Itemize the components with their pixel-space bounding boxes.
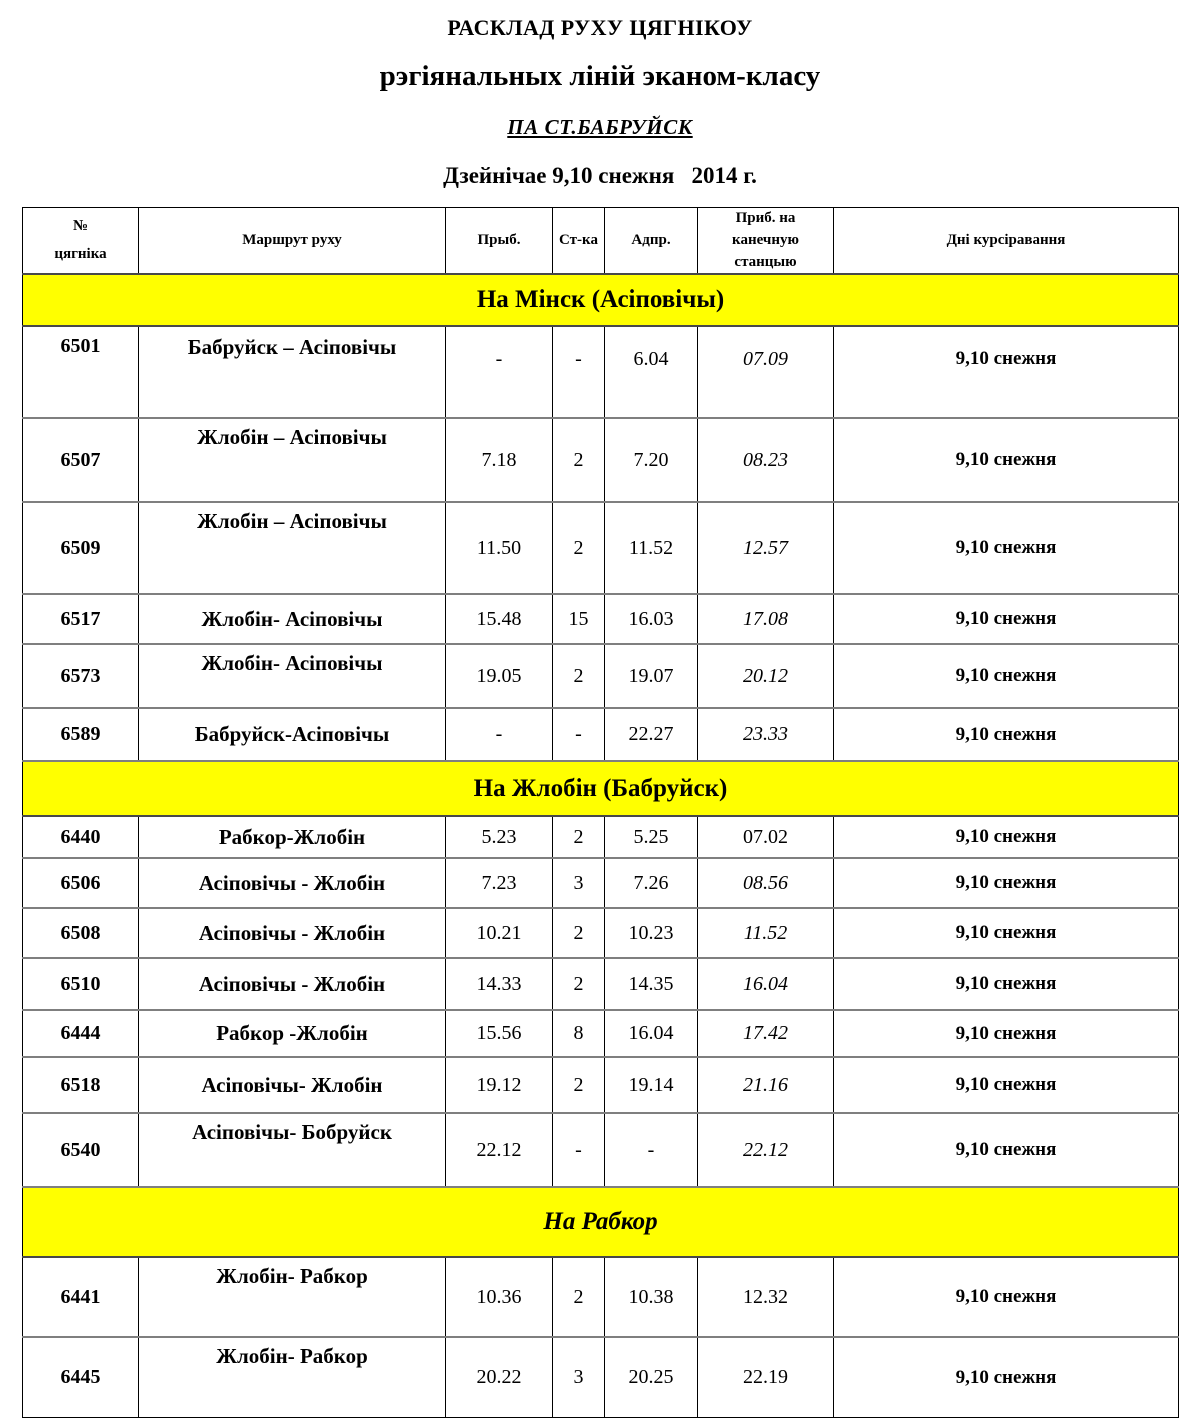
route-cell: Жлобін – Асіповічы [139,418,446,502]
final-arrival-cell: 11.52 [698,908,834,958]
final-arrival-cell: 16.04 [698,958,834,1010]
schedule-row [23,418,1179,502]
col-header-route: Маршрут руху [139,208,446,275]
col-header-track: Ст-ка [553,208,605,275]
arrival-cell: 10.21 [446,908,553,958]
days-cell: 9,10 снежня [834,418,1179,502]
table-header-row [23,208,1179,275]
final-arrival-cell: 22.12 [698,1113,834,1187]
departure-cell: 19.07 [605,644,698,708]
final-arrival-cell: 08.23 [698,418,834,502]
route-cell: Жлобін- Асіповічы [139,594,446,644]
doc-title-station: ПА СТ.БАБРУЙСК [507,115,693,139]
final-arrival-cell: 08.56 [698,858,834,908]
route-cell: Асіповічы - Жлобін [139,908,446,958]
track-cell: 2 [553,958,605,1010]
arrival-cell: 19.12 [446,1057,553,1113]
train-number-cell: 6510 [23,958,139,1010]
final-arrival-cell: 20.12 [698,644,834,708]
days-cell: 9,10 снежня [834,1113,1179,1187]
route-cell: Асіповічы - Жлобін [139,858,446,908]
departure-cell: 16.04 [605,1010,698,1057]
final-arrival-cell: 23.33 [698,708,834,761]
document-header [0,0,1200,189]
section-title: На Жлобін (Бабруйск) [23,761,1179,816]
arrival-cell: - [446,326,553,418]
departure-cell: 14.35 [605,958,698,1010]
train-number-cell: 6444 [23,1010,139,1057]
schedule-body [23,274,1179,1417]
col-header-departure: Адпр. [605,208,698,275]
departure-cell: 7.26 [605,858,698,908]
arrival-cell: - [446,708,553,761]
train-number-cell: 6501 [23,326,139,418]
section-title: На Рабкор [23,1187,1179,1257]
final-arrival-cell: 21.16 [698,1057,834,1113]
schedule-row [23,1337,1179,1417]
track-cell: - [553,1113,605,1187]
section-header-row [23,761,1179,816]
arrival-cell: 20.22 [446,1337,553,1417]
days-cell: 9,10 снежня [834,1057,1179,1113]
doc-title-dates: Дзейнічае 9,10 снежня 2014 г. [443,163,757,188]
arrival-cell: 11.50 [446,502,553,594]
departure-cell: 20.25 [605,1337,698,1417]
route-cell: Асіповічы - Жлобін [139,958,446,1010]
departure-cell: 5.25 [605,816,698,858]
train-number-cell: 6517 [23,594,139,644]
track-cell: - [553,326,605,418]
doc-title-line1: РАСКЛАД РУХУ ЦЯГНІКОУ [447,15,753,40]
schedule-row [23,594,1179,644]
departure-cell: 10.38 [605,1257,698,1337]
col-header-arrival: Прыб. [446,208,553,275]
track-cell: 2 [553,1057,605,1113]
schedule-row [23,1010,1179,1057]
schedule-row [23,858,1179,908]
train-schedule-table [22,207,1179,1418]
route-cell: Бабруйск-Асіповічы [139,708,446,761]
track-cell: 2 [553,908,605,958]
days-cell: 9,10 снежня [834,594,1179,644]
track-cell: 2 [553,418,605,502]
departure-cell: 19.14 [605,1057,698,1113]
route-cell: Рабкор-Жлобін [139,816,446,858]
schedule-row [23,1257,1179,1337]
route-cell: Жлобін- Рабкор [139,1337,446,1417]
train-number-cell: 6589 [23,708,139,761]
col-header-num-word: цягніка [54,245,107,262]
col-header-days: Дні курсіравання [834,208,1179,275]
schedule-row [23,708,1179,761]
final-arrival-cell: 17.42 [698,1010,834,1057]
train-number-cell: 6540 [23,1113,139,1187]
train-number-cell: 6440 [23,816,139,858]
schedule-row [23,644,1179,708]
arrival-cell: 15.56 [446,1010,553,1057]
arrival-cell: 15.48 [446,594,553,644]
section-title: На Мінск (Асіповічы) [23,274,1179,326]
route-cell: Бабруйск – Асіповічы [139,326,446,418]
route-cell: Рабкор -Жлобін [139,1010,446,1057]
final-arrival-cell: 07.09 [698,326,834,418]
track-cell: 2 [553,1257,605,1337]
section-header-row [23,274,1179,326]
col-header-final-arrival: Приб. на канечную станцыю [698,208,834,275]
train-number-cell: 6445 [23,1337,139,1417]
track-cell: 2 [553,502,605,594]
days-cell: 9,10 снежня [834,1337,1179,1417]
train-number-cell: 6507 [23,418,139,502]
departure-cell: 6.04 [605,326,698,418]
days-cell: 9,10 снежня [834,1257,1179,1337]
days-cell: 9,10 снежня [834,908,1179,958]
arrival-cell: 14.33 [446,958,553,1010]
route-cell: Асіповічы- Бобруйск [139,1113,446,1187]
section-header-row [23,1187,1179,1257]
arrival-cell: 19.05 [446,644,553,708]
days-cell: 9,10 снежня [834,816,1179,858]
arrival-cell: 10.36 [446,1257,553,1337]
arrival-cell: 7.23 [446,858,553,908]
departure-cell: 22.27 [605,708,698,761]
departure-cell: 7.20 [605,418,698,502]
schedule-row [23,326,1179,418]
route-cell: Жлобін – Асіповічы [139,502,446,594]
col-header-train-number [23,208,139,275]
schedule-row [23,1113,1179,1187]
train-number-cell: 6508 [23,908,139,958]
days-cell: 9,10 снежня [834,708,1179,761]
days-cell: 9,10 снежня [834,502,1179,594]
departure-cell: 16.03 [605,594,698,644]
final-arrival-cell: 17.08 [698,594,834,644]
final-arrival-cell: 12.57 [698,502,834,594]
final-arrival-cell: 07.02 [698,816,834,858]
route-cell: Жлобін- Асіповічы [139,644,446,708]
days-cell: 9,10 снежня [834,958,1179,1010]
train-number-cell: 6573 [23,644,139,708]
arrival-cell: 5.23 [446,816,553,858]
final-arrival-cell: 22.19 [698,1337,834,1417]
schedule-row [23,502,1179,594]
departure-cell: 11.52 [605,502,698,594]
col-header-num-symbol: № [72,217,89,234]
route-cell: Асіповічы- Жлобін [139,1057,446,1113]
train-number-cell: 6506 [23,858,139,908]
track-cell: 3 [553,1337,605,1417]
train-number-cell: 6441 [23,1257,139,1337]
arrival-cell: 7.18 [446,418,553,502]
track-cell: 2 [553,644,605,708]
train-number-cell: 6509 [23,502,139,594]
schedule-row [23,958,1179,1010]
days-cell: 9,10 снежня [834,1010,1179,1057]
schedule-row [23,816,1179,858]
final-arrival-cell: 12.32 [698,1257,834,1337]
track-cell: - [553,708,605,761]
train-number-cell: 6518 [23,1057,139,1113]
departure-cell: 10.23 [605,908,698,958]
schedule-row [23,1057,1179,1113]
track-cell: 3 [553,858,605,908]
arrival-cell: 22.12 [446,1113,553,1187]
track-cell: 2 [553,816,605,858]
schedule-row [23,908,1179,958]
doc-title-line2: рэгіянальных ліній эканом-класу [379,60,821,92]
route-cell: Жлобін- Рабкор [139,1257,446,1337]
days-cell: 9,10 снежня [834,326,1179,418]
track-cell: 8 [553,1010,605,1057]
days-cell: 9,10 снежня [834,644,1179,708]
departure-cell: - [605,1113,698,1187]
track-cell: 15 [553,594,605,644]
days-cell: 9,10 снежня [834,858,1179,908]
